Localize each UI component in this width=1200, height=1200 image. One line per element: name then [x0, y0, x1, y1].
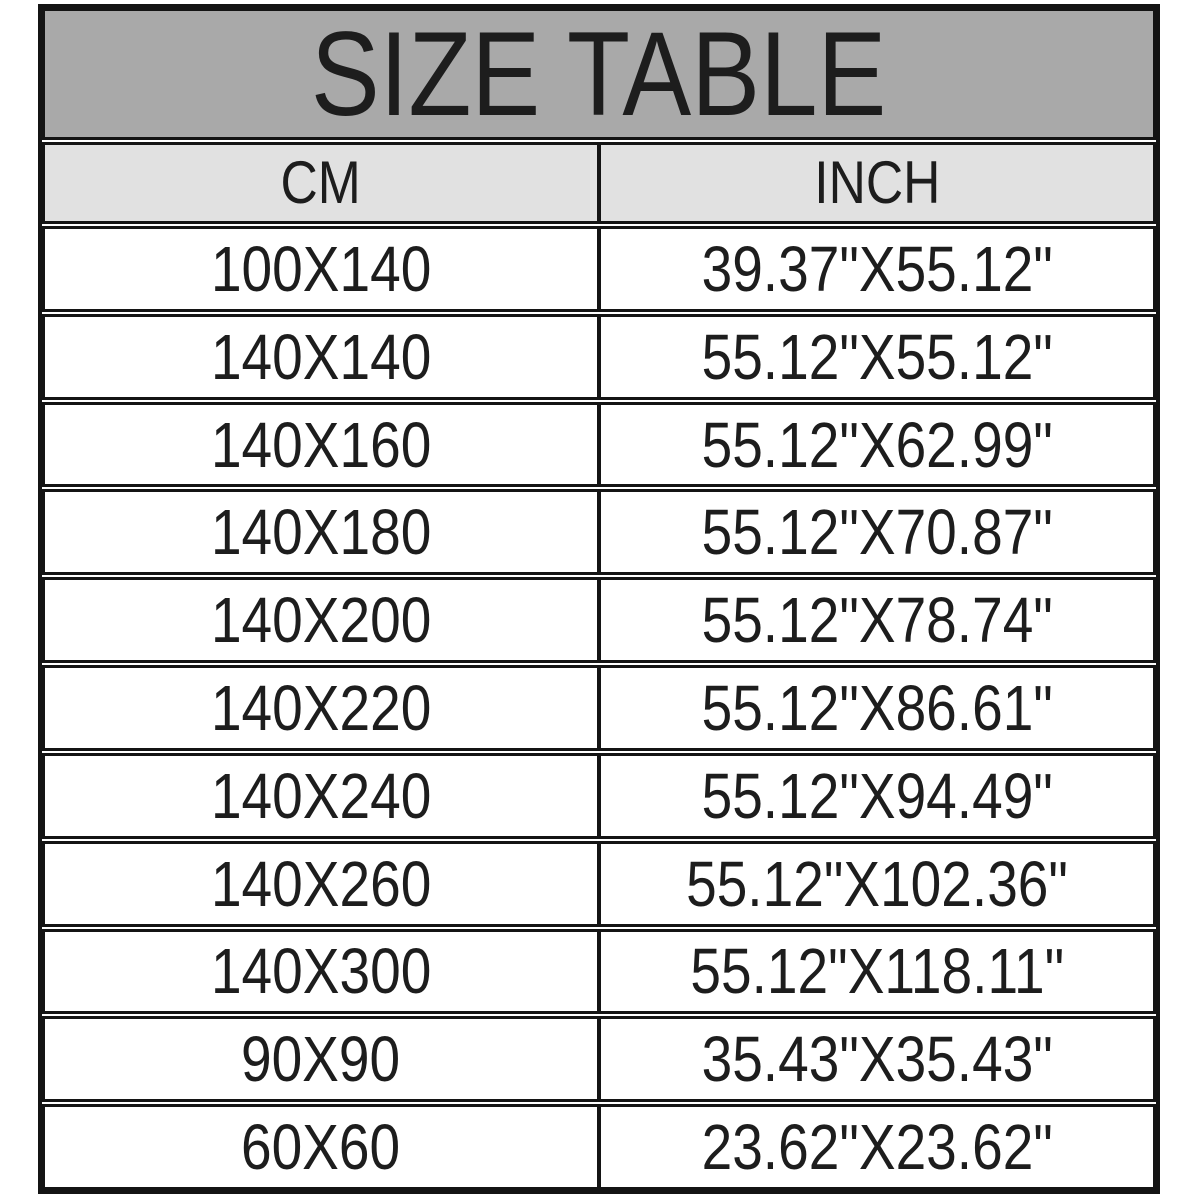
table-row: [42, 314, 1156, 400]
inch-value: 23.62"X23.62": [701, 1111, 1053, 1184]
cm-cell: [45, 317, 601, 397]
inch-cell: [601, 492, 1153, 572]
table-row: [42, 665, 1156, 751]
inch-value: 55.12"X62.99": [701, 408, 1053, 481]
inch-value: 55.12"X102.36": [686, 847, 1068, 920]
table-row: [42, 1104, 1156, 1190]
inch-cell: [601, 1107, 1153, 1187]
inch-value: 55.12"X118.11": [690, 935, 1064, 1008]
cm-cell: [45, 405, 601, 485]
inch-value: 55.12"X78.74": [701, 584, 1053, 657]
inch-cell: [601, 580, 1153, 660]
table-row: [42, 226, 1156, 312]
cm-cell: [45, 668, 601, 748]
cm-value: 140X240: [210, 759, 432, 832]
cm-value: 90X90: [241, 1023, 401, 1096]
cm-cell: [45, 1019, 601, 1099]
table-row: [42, 577, 1156, 663]
column-header-cm: [45, 145, 601, 221]
inch-cell: [601, 932, 1153, 1012]
cm-cell: [45, 1107, 601, 1187]
cm-value: 140X260: [210, 847, 432, 920]
cm-value: 140X160: [210, 408, 432, 481]
table-row: [42, 753, 1156, 839]
table-row: [42, 841, 1156, 927]
inch-value: 55.12"X86.61": [701, 671, 1053, 744]
cm-cell: [45, 932, 601, 1012]
inch-value: 35.43"X35.43": [701, 1023, 1053, 1096]
table-title-bar: [42, 8, 1156, 140]
table-header-row: [42, 142, 1156, 224]
cm-value: 100X140: [210, 232, 432, 305]
inch-cell: [601, 756, 1153, 836]
inch-value: 55.12"X55.12": [701, 320, 1053, 393]
inch-cell: [601, 844, 1153, 924]
cm-value: 140X300: [210, 935, 432, 1008]
cm-cell: [45, 756, 601, 836]
table-title: SIZE TABLE: [311, 8, 887, 140]
inch-cell: [601, 229, 1153, 309]
column-header-inch: [601, 145, 1153, 221]
cm-cell: [45, 844, 601, 924]
inch-cell: [601, 317, 1153, 397]
cm-value: 140X220: [210, 671, 432, 744]
column-header-inch-label: INCH: [813, 149, 941, 216]
cm-value: 140X180: [210, 496, 432, 569]
cm-cell: [45, 492, 601, 572]
table-row: [42, 402, 1156, 488]
inch-cell: [601, 405, 1153, 485]
inch-cell: [601, 668, 1153, 748]
inch-value: 55.12"X70.87": [701, 496, 1053, 569]
inch-value: 39.37"X55.12": [701, 232, 1053, 305]
cm-value: 60X60: [241, 1111, 401, 1184]
table-row: [42, 1016, 1156, 1102]
table-row: [42, 489, 1156, 575]
cm-value: 140X140: [210, 320, 432, 393]
cm-cell: [45, 580, 601, 660]
inch-value: 55.12"X94.49": [701, 759, 1053, 832]
size-table: [38, 4, 1160, 1194]
cm-value: 140X200: [210, 584, 432, 657]
cm-cell: [45, 229, 601, 309]
inch-cell: [601, 1019, 1153, 1099]
table-row: [42, 929, 1156, 1015]
column-header-cm-label: CM: [280, 149, 362, 216]
